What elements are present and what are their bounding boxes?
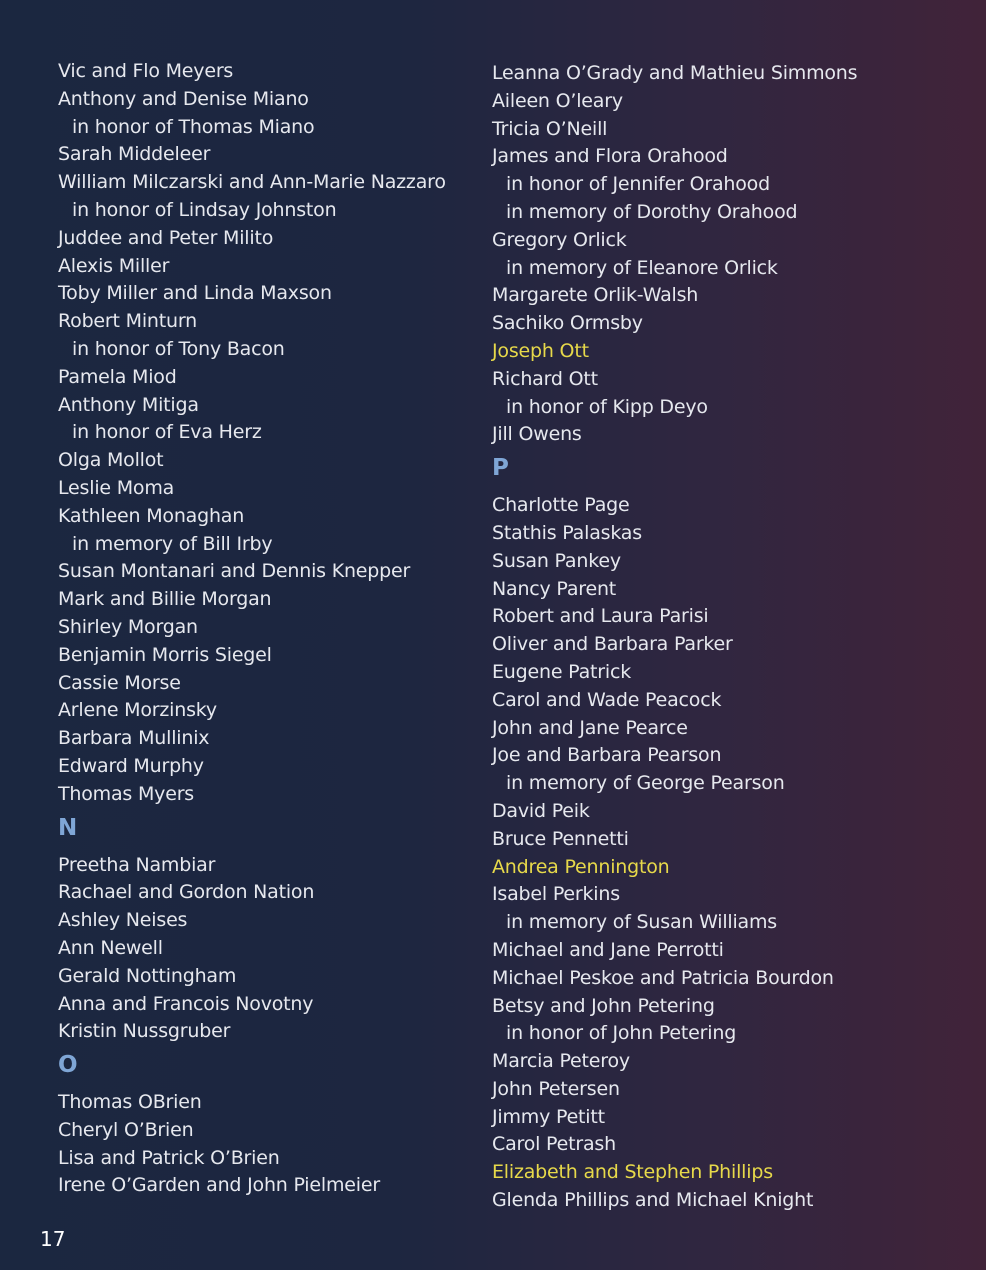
tribute-line: in memory of Susan Williams [506, 911, 777, 934]
donor-name: Carol and Wade Peacock [492, 688, 722, 711]
donor-name: Olga Mollot [58, 449, 164, 472]
donor-name: Sachiko Ormsby [492, 312, 643, 335]
donor-name: John Petersen [492, 1077, 620, 1100]
donor-name: Sarah Middeleer [58, 143, 211, 166]
donor-name: Pamela Miod [58, 365, 177, 388]
donor-name: Barbara Mullinix [58, 727, 210, 750]
donor-name: Toby Miller and Linda Maxson [58, 282, 332, 305]
donor-name: Anthony Mitiga [58, 393, 199, 416]
donor-name: Michael Peskoe and Patricia Bourdon [492, 966, 834, 989]
donor-name: Cheryl O’Brien [58, 1118, 194, 1141]
donor-name: Susan Pankey [492, 549, 621, 572]
tribute-line: in memory of George Pearson [506, 772, 785, 795]
tribute-line: in honor of Tony Bacon [72, 337, 285, 360]
donor-name: Alexis Miller [58, 254, 170, 277]
donor-name: Jill Owens [492, 423, 582, 446]
donor-name: Thomas OBrien [58, 1091, 202, 1114]
donor-name: Rachael and Gordon Nation [58, 881, 315, 904]
donor-name: Leanna O’Grady and Mathieu Simmons [492, 62, 858, 84]
donor-name: Juddee and Peter Milito [58, 226, 274, 249]
donor-name: Betsy and John Petering [492, 994, 715, 1017]
donor-name: Shirley Morgan [58, 615, 198, 638]
tribute-line: in honor of Kipp Deyo [506, 395, 708, 418]
donor-name: Edward Murphy [58, 754, 204, 777]
donor-list-left-column [58, 58, 446, 1200]
donor-name: Eugene Patrick [492, 660, 632, 683]
donor-name: Tricia O’Neill [492, 117, 608, 140]
donor-name: Thomas Myers [58, 782, 194, 805]
donor-name: Leslie Moma [58, 476, 175, 499]
section-letter: P [492, 455, 509, 482]
donor-name: Oliver and Barbara Parker [492, 633, 733, 656]
donor-name: Margarete Orlik-Walsh [492, 284, 699, 307]
donor-name: Charlotte Page [492, 494, 630, 517]
donor-name: Irene O’Garden and John Pielmeier [58, 1174, 380, 1197]
donor-name: Carol Petrash [492, 1133, 616, 1156]
donor-name: Lisa and Patrick O’Brien [58, 1146, 280, 1169]
donor-name: Benjamin Morris Siegel [58, 643, 272, 666]
tribute-line: in honor of Lindsay Johnston [72, 198, 337, 221]
donor-name: Vic and Flo Meyers [58, 60, 234, 82]
section-letter: O [58, 1052, 78, 1079]
donor-name: Ashley Neises [58, 909, 188, 932]
donor-name: Preetha Nambiar [58, 853, 216, 876]
donor-name: James and Flora Orahood [492, 145, 728, 168]
tribute-line: in honor of Eva Herz [72, 421, 262, 444]
donor-name: Cassie Morse [58, 671, 181, 694]
donor-name: Kristin Nussgruber [58, 1020, 231, 1043]
donor-name: Michael and Jane Perrotti [492, 938, 724, 961]
donor-name: William Milczarski and Ann-Marie Nazzaro [58, 171, 446, 194]
tribute-line: in memory of Eleanore Orlick [506, 256, 778, 279]
donor-name: Jimmy Petitt [492, 1105, 605, 1128]
donor-list-right-column [492, 60, 857, 1215]
donor-name: Ann Newell [58, 936, 163, 959]
donor-name: Marcia Peteroy [492, 1050, 630, 1073]
tribute-line: in memory of Bill Irby [72, 532, 273, 555]
donor-name: Joe and Barbara Pearson [492, 744, 722, 767]
donor-name-highlighted: Elizabeth and Stephen Phillips [492, 1161, 773, 1184]
donor-name: Aileen O’leary [492, 89, 623, 112]
tribute-line: in honor of Thomas Miano [72, 115, 315, 138]
donor-name: Glenda Phillips and Michael Knight [492, 1189, 814, 1212]
donor-name: Robert and Laura Parisi [492, 605, 709, 628]
donor-name: Arlene Morzinsky [58, 699, 217, 722]
tribute-line: in honor of Jennifer Orahood [506, 173, 770, 196]
donor-name: John and Jane Pearce [492, 716, 688, 739]
donor-name: Anthony and Denise Miano [58, 87, 309, 110]
page-number: 17 [40, 1227, 66, 1251]
donor-name: Richard Ott [492, 367, 598, 390]
donor-name: Gregory Orlick [492, 228, 627, 251]
donor-name: Isabel Perkins [492, 883, 620, 906]
tribute-line: in memory of Dorothy Orahood [506, 200, 798, 223]
donor-name: Mark and Billie Morgan [58, 588, 272, 611]
donor-name: David Peik [492, 799, 590, 822]
donor-name-highlighted: Andrea Pennington [492, 855, 670, 878]
donor-name: Nancy Parent [492, 577, 617, 600]
donor-name: Gerald Nottingham [58, 964, 237, 987]
section-letter: N [58, 814, 78, 841]
donor-name: Robert Minturn [58, 310, 197, 333]
donor-name: Kathleen Monaghan [58, 504, 245, 527]
tribute-line: in honor of John Petering [506, 1022, 737, 1045]
donor-name: Anna and Francois Novotny [58, 992, 314, 1015]
donor-name: Susan Montanari and Dennis Knepper [58, 560, 411, 583]
donor-name-highlighted: Joseph Ott [492, 339, 589, 362]
donor-name: Stathis Palaskas [492, 521, 642, 544]
donor-name: Bruce Pennetti [492, 827, 629, 850]
